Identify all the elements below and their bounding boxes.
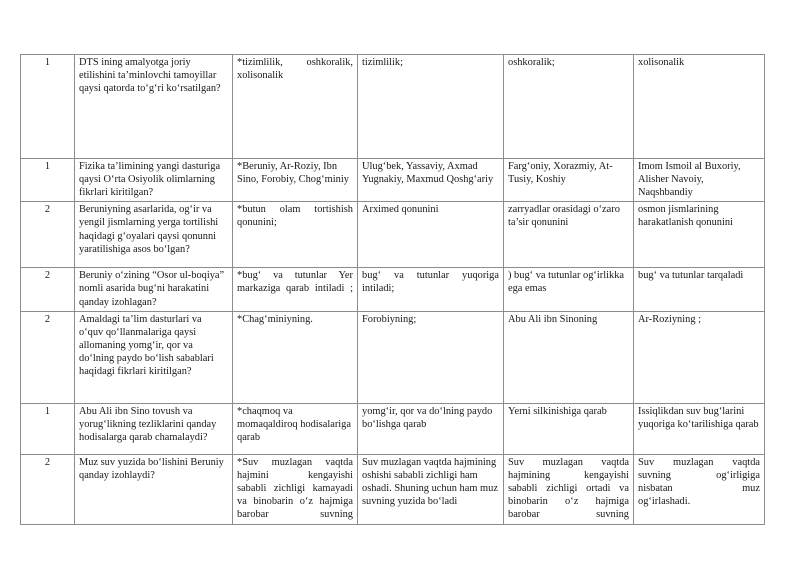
answer-option-cell: Issiqlikdan suv bug‘larini yuqoriga ko‘tarilishiga qarab <box>634 403 765 454</box>
answer-line: binobarin o‘z hajmiga <box>508 495 629 507</box>
answer-option-cell <box>634 454 765 524</box>
difficulty-cell: 1 <box>21 55 75 159</box>
question-cell: Fizika ta’limining yangi dasturiga qaysi O‘rta Osiyolik olimlarning fikrlari kiritilgan? <box>75 159 233 202</box>
answer-option-cell: bug‘ va tutunlar tarqaladi <box>634 268 765 311</box>
correct-answer-cell <box>233 454 358 524</box>
table-row <box>21 202 765 268</box>
difficulty-cell: 1 <box>21 159 75 202</box>
answer-line: va binobarin o‘z hajmiga <box>237 495 353 507</box>
question-cell: Beruniy o‘zining “Osor ul-boqiya” nomli asarida bug‘ni harakatini qanday izohlagan? <box>75 268 233 311</box>
correct-answer-cell: *bug‘ va tutunlar Yer markaziga qarab intiladi ; <box>233 268 358 311</box>
correct-answer-cell: *Beruniy, Ar-Roziy, Ibn Sino, Forobiy, Chog‘miniy <box>233 159 358 202</box>
difficulty-cell: 1 <box>21 403 75 454</box>
table-row <box>21 55 765 159</box>
question-cell: Muz suv yuzida bo‘lishini Beruniy qanday izohlaydi? <box>75 454 233 524</box>
table-row <box>21 159 765 202</box>
difficulty-cell: 2 <box>21 268 75 311</box>
answer-option-cell <box>504 454 634 524</box>
answer-option-cell: Farg‘oniy, Xorazmiy, At-Tusiy, Koshiy <box>504 159 634 202</box>
answer-option-cell: Suv muzlagan vaqtda hajmining oshishi sababli zichligi ham oshadi. Shuning uchun ham muz suvning yuzida bo‘ladi <box>358 454 504 524</box>
correct-answer-cell: *tizimlilik, oshkoralik, xolisonalik <box>233 55 358 159</box>
answer-option-cell: Ulug‘bek, Yassaviy, Axmad Yugnakiy, Maxmud Qoshg‘ariy <box>358 159 504 202</box>
answer-line: hajmini kengayishi <box>237 469 353 481</box>
answer-option-cell: Arximed qonunini <box>358 202 504 268</box>
answer-line: nisbatan muz <box>638 482 760 494</box>
difficulty-cell: 2 <box>21 454 75 524</box>
answer-option-cell: osmon jismlarining harakatlanish qonunini <box>634 202 765 268</box>
answer-option-cell: bug‘ va tutunlar yuqoriga intiladi; <box>358 268 504 311</box>
answer-option-cell: xolisonalik <box>634 55 765 159</box>
table-row <box>21 403 765 454</box>
difficulty-cell: 2 <box>21 311 75 403</box>
correct-answer-cell: *butun olam tortishish qonunini; <box>233 202 358 268</box>
answer-line: og‘irlashadi. <box>638 495 691 507</box>
answer-option-cell: Yerni silkinishiga qarab <box>504 403 634 454</box>
test-questions-table <box>20 54 765 525</box>
question-cell: Beruniyning asarlarida, og‘ir va yengil jismlarning yerga tortilishi haqidagi g‘oyalari qaysi qonunni yaratilishiga asos bo‘lgan? <box>75 202 233 268</box>
answer-option-cell: Ar-Roziyning ; <box>634 311 765 403</box>
answer-line: sababli zichligi ortadi va <box>508 482 629 494</box>
difficulty-cell: 2 <box>21 202 75 268</box>
question-cell: Amaldagi ta’lim dasturlari va o‘quv qo‘llanmalariga qaysi allomaning yomg‘ir, qor va do‘lning paydo bo‘lish sabablari haqidagi fikrlari kiritilgan? <box>75 311 233 403</box>
question-cell: DTS ining amalyotga joriy etilishini ta’minlovchi tamoyillar qaysi qatorda to‘g‘ri ko‘rsatilgan? <box>75 55 233 159</box>
answer-option-cell: tizimlilik; <box>358 55 504 159</box>
answer-option-cell: zarryadlar orasidagi o‘zaro ta’sir qonunini <box>504 202 634 268</box>
table-row <box>21 268 765 311</box>
answer-option-cell: Abu Ali ibn Sinoning <box>504 311 634 403</box>
answer-option-cell: ) bug‘ va tutunlar og‘irlikka ega emas <box>504 268 634 311</box>
correct-answer-cell: *Chag‘miniyning. <box>233 311 358 403</box>
answer-line: hajmining kengayishi <box>508 469 629 481</box>
answer-option-cell: yomg‘ir, qor va do‘lning paydo bo‘lishga qarab <box>358 403 504 454</box>
answer-line: Suv muzlagan vaqtda <box>508 456 629 468</box>
answer-line: Suv muzlagan vaqtda <box>638 456 760 468</box>
answer-line: sababli zichligi kamayadi <box>237 482 353 494</box>
table-row <box>21 454 765 524</box>
answer-option-cell: Forobiyning; <box>358 311 504 403</box>
table-row <box>21 311 765 403</box>
question-cell: Abu Ali ibn Sino tovush va yorug‘likning tezliklarini qanday hodisalarga qarab chamalaydi? <box>75 403 233 454</box>
answer-option-cell: Imom Ismoil al Buxoriy, Alisher Navoiy, Naqshbandiy <box>634 159 765 202</box>
answer-option-cell: oshkoralik; <box>504 55 634 159</box>
answer-line: *Suv muzlagan vaqtda <box>237 456 353 468</box>
answer-line: suvning og‘irligiga <box>638 469 760 481</box>
correct-answer-cell: *chaqmoq va momaqaldiroq hodisalariga qarab <box>233 403 358 454</box>
answer-line: barobar suvning <box>237 509 353 521</box>
answer-line: barobar suvning <box>508 509 629 521</box>
